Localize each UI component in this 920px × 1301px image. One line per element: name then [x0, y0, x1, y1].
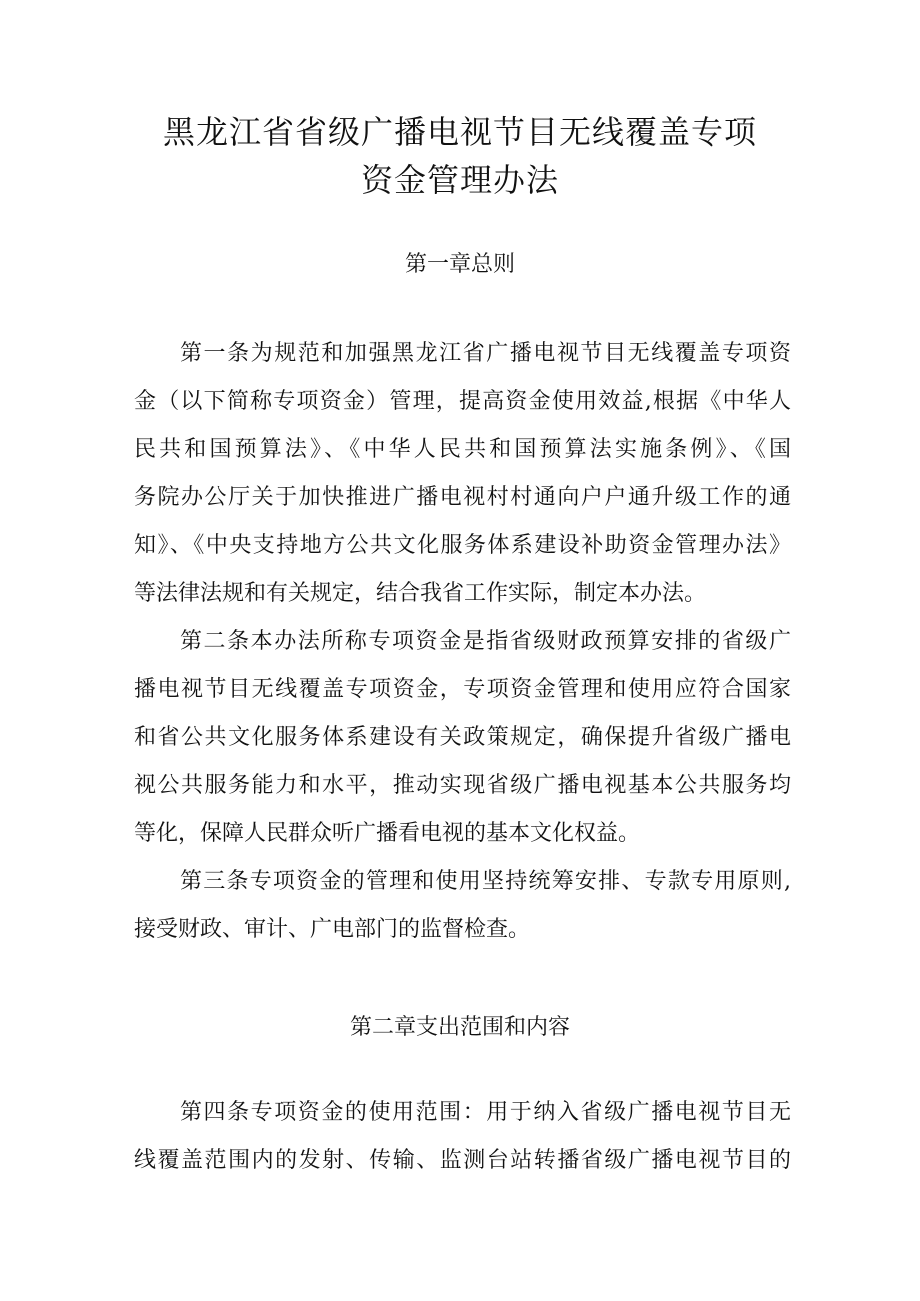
- article-1-line: 务院办公厅关于加快推进广播电视村村通向户户通升级工作的通: [134, 485, 791, 510]
- article-1-line: 金（以下简称专项资金）管理，提高资金使用效益,根据《中华人: [134, 389, 791, 414]
- article-2-line: 和省公共文化服务体系建设有关政策规定，确保提升省级广播电: [134, 725, 791, 750]
- document-title-line-1: 黑龙江省省级广播电视节目无线覆盖专项: [162, 113, 757, 151]
- article-2-line: 等化，保障人民群众听广播看电视的基本文化权益。: [134, 821, 641, 846]
- chapter-1-heading: 第一章总则: [404, 252, 515, 277]
- document-title-line-2: 资金管理办法: [360, 161, 559, 199]
- chapter-2-heading: 第二章支出范围和内容: [349, 1015, 570, 1040]
- article-1-line: 等法律法规和有关规定，结合我省工作实际，制定本办法。: [134, 581, 707, 606]
- article-4-line: 线覆盖范围内的发射、传输、监测台站转播省级广播电视节目的: [134, 1148, 791, 1173]
- article-3-line: 接受财政、审计、广电部门的监督检查。: [134, 917, 531, 942]
- article-2-line: 播电视节目无线覆盖专项资金，专项资金管理和使用应符合国家: [134, 677, 791, 702]
- article-1-line: 知》、《中央支持地方公共文化服务体系建设补助资金管理办法》: [134, 533, 791, 558]
- article-2-line: 视公共服务能力和水平，推动实现省级广播电视基本公共服务均: [134, 773, 791, 798]
- article-3-line: 第三条专项资金的管理和使用坚持统筹安排、专款专用原则,: [180, 869, 791, 894]
- article-2-line: 第二条本办法所称专项资金是指省级财政预算安排的省级广: [180, 629, 791, 654]
- article-4-line: 第四条专项资金的使用范围：用于纳入省级广播电视节目无: [180, 1100, 791, 1125]
- article-1-line: 民共和国预算法》、《中华人民共和国预算法实施条例》、《国: [134, 437, 791, 462]
- article-1-line: 第一条为规范和加强黑龙江省广播电视节目无线覆盖专项资: [180, 341, 791, 366]
